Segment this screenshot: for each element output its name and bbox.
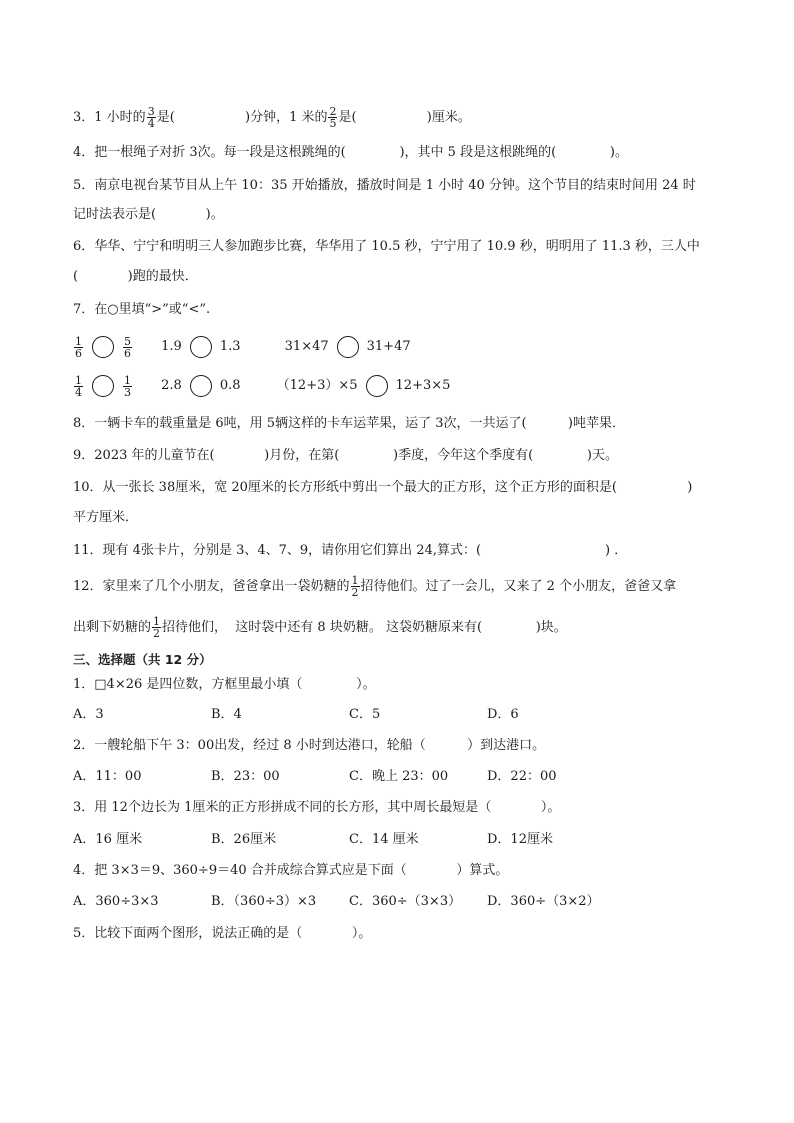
choice-options-1 — [73, 705, 625, 725]
question-3 — [73, 105, 471, 130]
option-b[interactable]: B．23：00 — [211, 769, 280, 784]
choice-question-4: 4．把 3×3＝9、360÷9＝40 合并成综合算式应是下面（ ）算式。 — [73, 863, 509, 878]
question-12-line-1 — [73, 574, 677, 599]
q3-text-c: 是( )厘米。 — [338, 110, 471, 125]
compare-right-value: 0.8 — [219, 378, 241, 393]
option-d[interactable]: D．6 — [487, 707, 519, 722]
q3-text-a: 3．1 小时的 — [73, 110, 146, 125]
q12-text-b: 招待他们。过了一会儿，又来了 2 个小朋友，爸爸又拿 — [360, 579, 677, 594]
q3-text-b: 是( )分钟，1 米的 — [156, 110, 328, 125]
compare-circle[interactable] — [366, 375, 388, 397]
fraction-1-6: $\frac{1}{6}$ — [75, 334, 82, 360]
question-10-line-2: 平方厘米． — [73, 510, 139, 525]
option-b[interactable]: B．4 — [211, 707, 242, 722]
section-3-heading: 三、选择题（共 12 分） — [73, 652, 212, 667]
question-9: 9．2023 年的儿童节在( )月份，在第( )季度，今年这个季度有( )天。 — [73, 448, 618, 463]
compare-right-value: 12+3×5 — [395, 378, 451, 393]
compare-left-value: 2.8 — [161, 378, 182, 393]
choice-options-4 — [73, 892, 625, 912]
q12-text-c: 出剩下奶糖的 — [73, 620, 152, 635]
choice-options-2 — [73, 767, 625, 787]
compare-circle[interactable] — [190, 336, 212, 358]
fraction-1-2: $\frac{1}{2}$ — [153, 615, 161, 640]
question-7-row-2 — [73, 373, 450, 399]
question-6-line-2: ( )跑的最快． — [73, 269, 198, 284]
compare-circle[interactable] — [92, 375, 114, 397]
compare-circle[interactable] — [337, 336, 359, 358]
question-7-title: 7．在○里填“>”或“<”. — [73, 302, 211, 317]
q12-text-d: 招待他们， 这时袋中还有 8 块奶糖。 这袋奶糖原来有( )块。 — [162, 620, 567, 635]
option-c[interactable]: C．360÷（3×3） — [349, 894, 462, 909]
question-12-line-2 — [73, 615, 567, 640]
question-5-line-2: 记时法表示是( )。 — [73, 207, 224, 222]
choice-question-3: 3．用 12个边长为 1厘米的正方形拼成不同的长方形，其中周长最短是（ ）。 — [73, 800, 561, 815]
option-a[interactable]: A．3 — [73, 707, 104, 722]
option-d[interactable]: D．12厘米 — [487, 832, 553, 847]
option-d[interactable]: D．360÷（3×2） — [487, 894, 600, 909]
fraction-1-4: $\frac{1}{4}$ — [75, 373, 82, 399]
option-c[interactable]: C．14 厘米 — [349, 832, 419, 847]
compare-right-value: 31+47 — [366, 339, 411, 354]
choice-question-5: 5．比较下面两个图形，说法正确的是（ ）。 — [73, 926, 372, 941]
choice-question-2: 2．一艘轮船下午 3：00出发，经过 8 小时到达港口，轮船（ ）到达港口。 — [73, 738, 546, 753]
question-10-line-1: 10．从一张长 38厘米，宽 20厘米的长方形纸中剪出一个最大的正方形，这个正方形的面积是( ) — [73, 480, 693, 495]
choice-options-3 — [73, 830, 625, 850]
question-11: 11．现有 4张卡片，分别是 3、4、7、9，请你用它们算出 24,算式：( ) ． — [73, 543, 628, 558]
choice-question-1: 1．□4×26 是四位数，方框里最小填（ ）。 — [73, 677, 376, 692]
question-5-line-1: 5．南京电视台某节目从上午 10：35 开始播放，播放时间是 1 小时 40 分钟。这个节目的结束时间用 24 时 — [73, 178, 696, 193]
compare-left-value: 1.9 — [161, 339, 182, 354]
compare-left-value: 31×47 — [284, 339, 329, 354]
fraction-2-5: $\frac{2}{5}$ — [329, 105, 337, 130]
compare-left-value: （12+3）×5 — [276, 378, 358, 393]
fraction-1-3: $\frac{1}{3}$ — [124, 373, 131, 399]
question-4: 4．把一根绳子对折 3次。每一段是这根跳绳的( )，其中 5 段是这根跳绳的( )。 — [73, 145, 628, 160]
question-8: 8．一辆卡车的载重量是 6吨，用 5辆这样的卡车运苹果，运了 3次，一共运了( )吨苹果． — [73, 416, 625, 431]
option-c[interactable]: C．5 — [349, 707, 381, 722]
option-b[interactable]: B．26厘米 — [211, 832, 277, 847]
option-b[interactable]: B．（360÷3）×3 — [211, 894, 317, 909]
question-7-row-1 — [73, 334, 411, 360]
option-a[interactable]: A．16 厘米 — [73, 832, 143, 847]
option-a[interactable]: A．11：00 — [73, 769, 142, 784]
option-c[interactable]: C．晚上 23：00 — [349, 769, 449, 784]
compare-circle[interactable] — [190, 375, 212, 397]
fraction-1-2: $\frac{1}{2}$ — [351, 574, 359, 599]
q12-text-a: 12．家里来了几个小朋友，爸爸拿出一袋奶糖的 — [73, 579, 350, 594]
fraction-3-4: $\frac{3}{4}$ — [147, 105, 155, 130]
option-d[interactable]: D．22：00 — [487, 769, 557, 784]
compare-right-value: 1.3 — [219, 339, 241, 354]
compare-circle[interactable] — [92, 336, 114, 358]
question-6-line-1: 6．华华、宁宁和明明三人参加跑步比赛，华华用了 10.5 秒，宁宁用了 10.9 秒，明明用了 11.3 秒，三人中 — [73, 239, 700, 254]
option-a[interactable]: A．360÷3×3 — [73, 894, 159, 909]
fraction-5-6: $\frac{5}{6}$ — [124, 334, 131, 360]
